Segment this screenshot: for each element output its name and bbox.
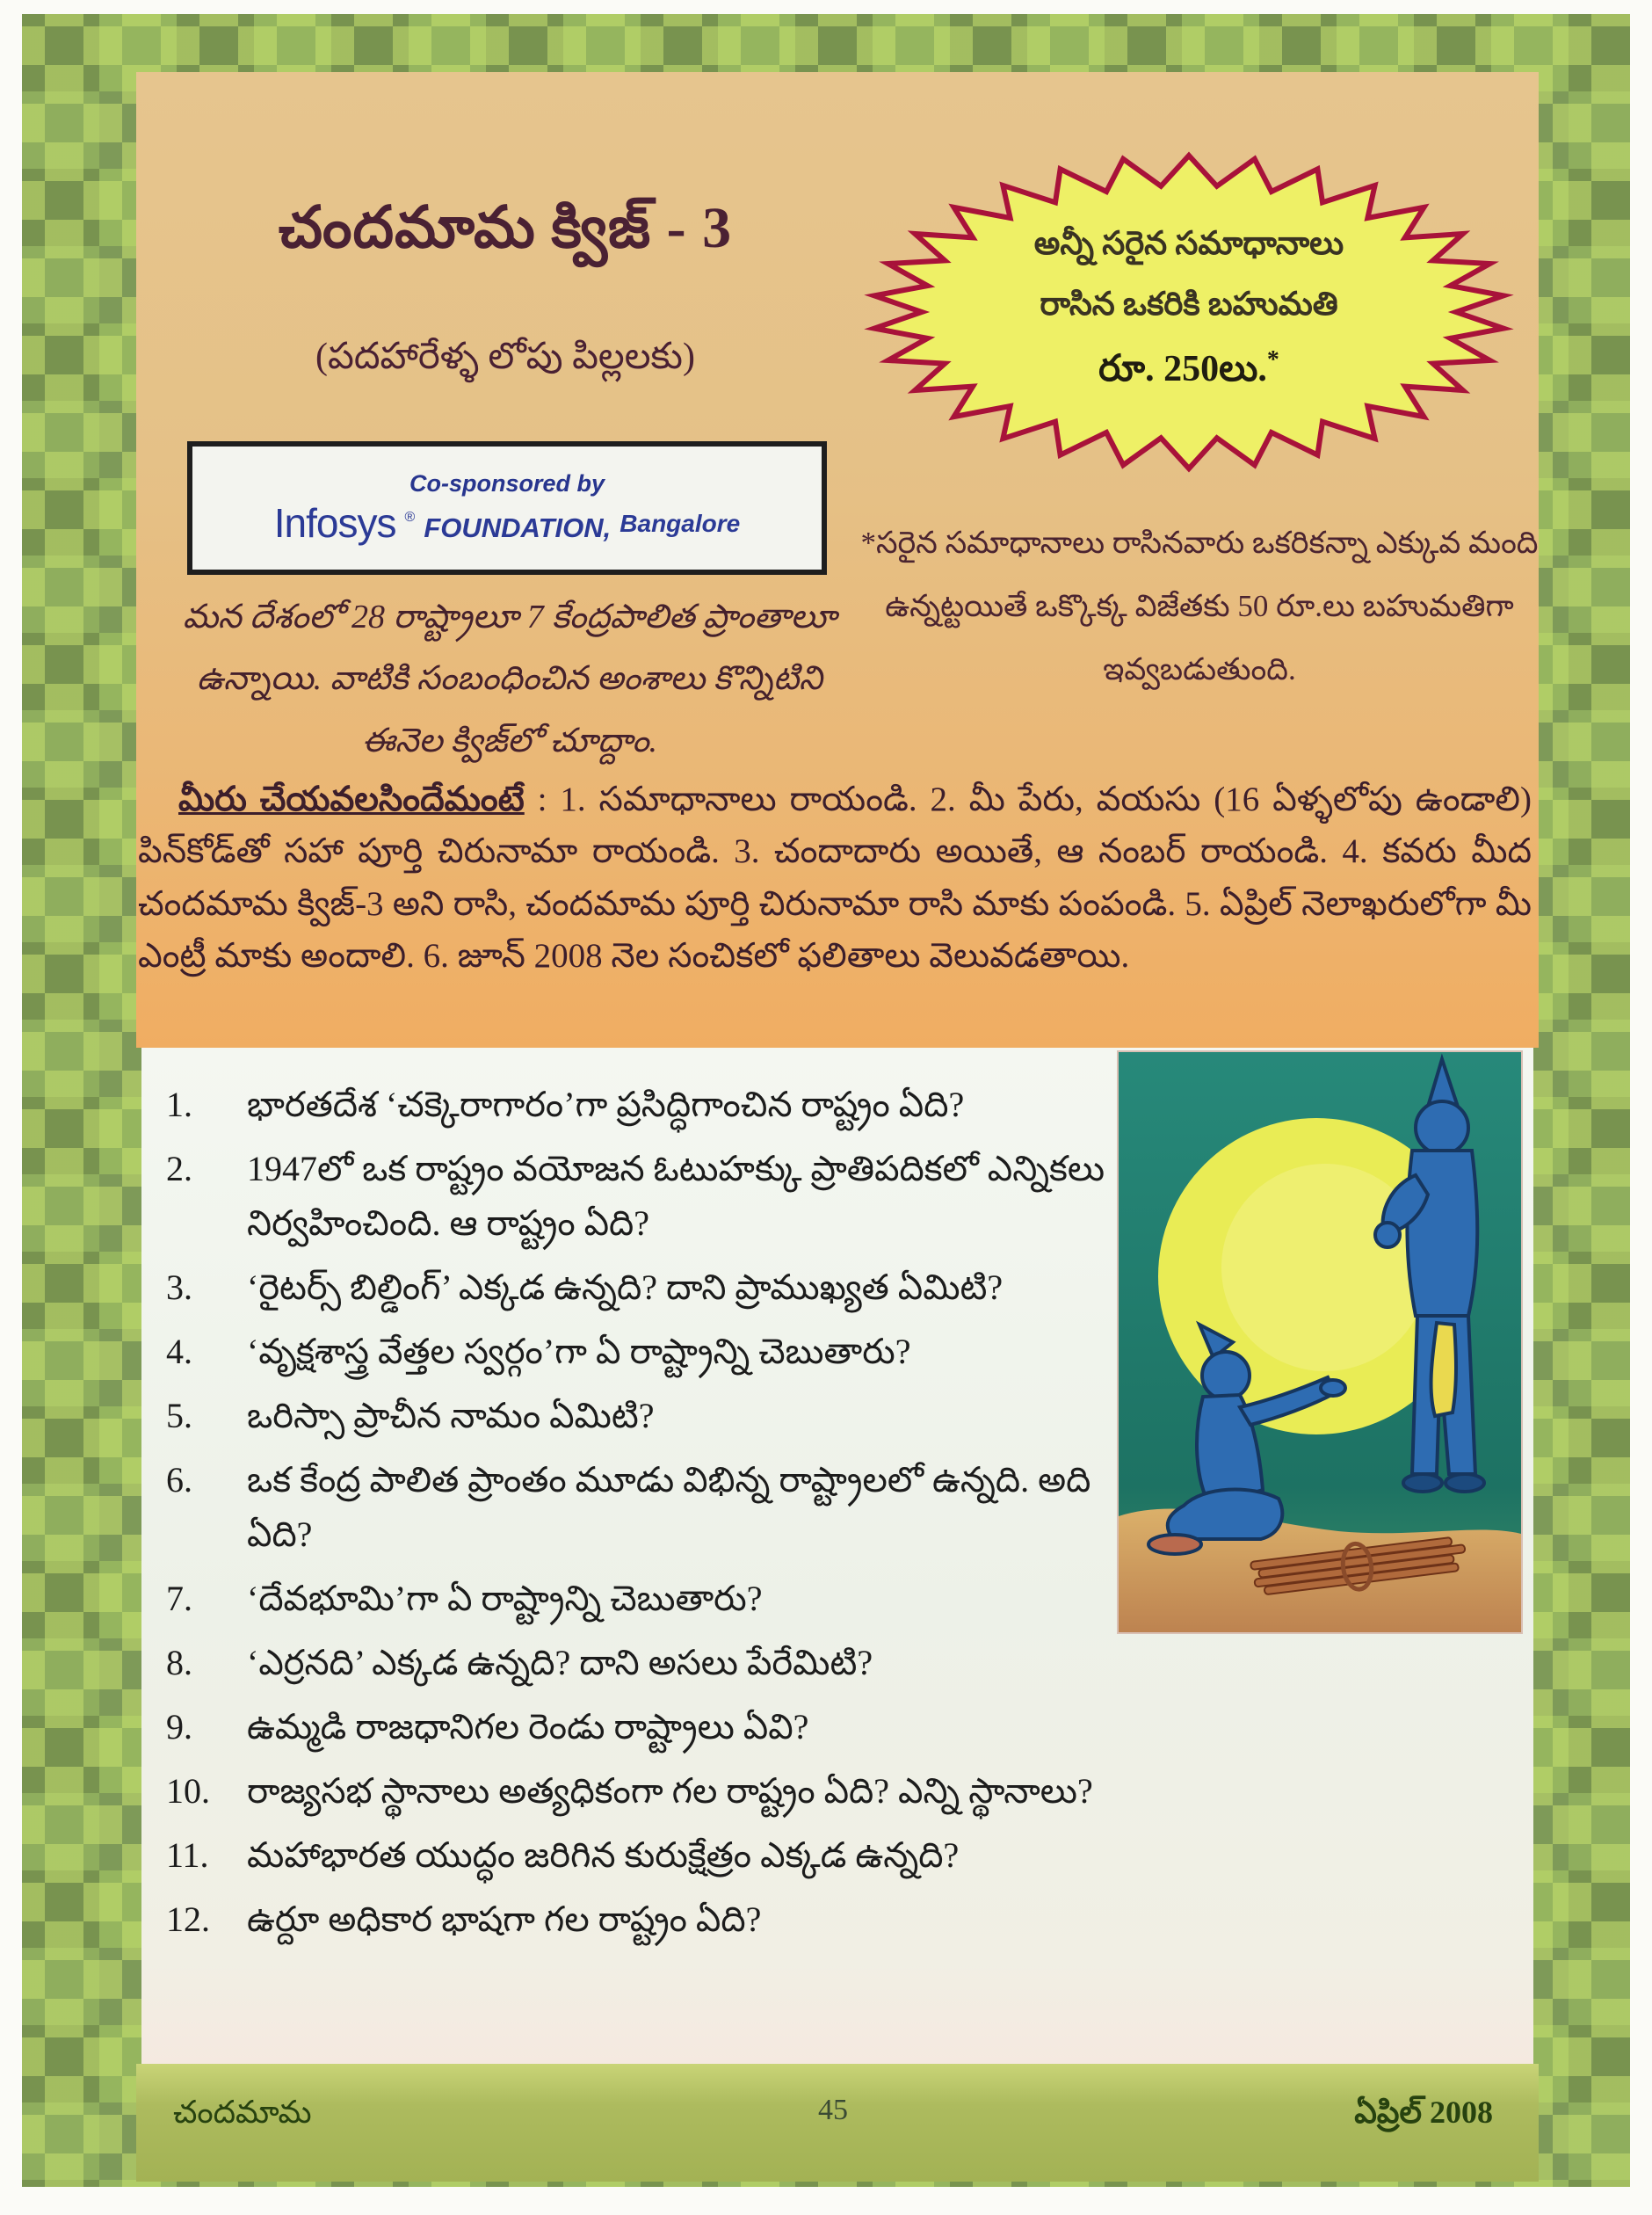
question-row [166,1828,1521,1883]
sponsor-box [187,441,827,575]
question-text: భారతదేశ ‘చక్కెరాగారం’గా ప్రసిద్ధిగాంచిన రాష్ట్రం ఏది? [247,1085,965,1124]
question-number: 6. [166,1460,192,1500]
question-row [166,1389,1521,1443]
question-number: 2. [166,1149,192,1188]
question-number: 11. [166,1835,209,1875]
instructions-lead: మీరు చేయవలసిందేమంటే [178,781,525,818]
registered-mark-icon: ® [404,509,416,525]
questions-panel [141,1048,1533,2064]
prize-note-paragraph: *సరైన సమాధానాలు రాసినవారు ఒకరికన్నా ఎక్కువ మంది ఉన్నట్టయితే ఒక్కొక్క విజేతకు 50 రూ.లు బహుమతిగా ఇవ్వబడుతుంది. [860,526,1539,686]
question-number: 12. [166,1899,210,1939]
question-row [166,1260,1521,1315]
infosys-logo: Infosys [273,499,396,546]
footer-magazine-name: చందమామ [173,2095,312,2130]
instructions-paragraph [138,773,1532,982]
question-text: మహాభారత యుద్ధం జరిగిన కురుక్షేత్రం ఎక్కడ ఉన్నది? [247,1835,960,1875]
prize-burst-line1: అన్నీ సరైన సమాధానాలు [1033,226,1344,262]
question-text: ‘వృక్షశాస్త్ర వేత్తల స్వర్గం’గా ఏ రాష్ట్రాన్ని చెబుతారు? [247,1332,911,1371]
question-number: 1. [166,1085,192,1124]
question-text: 1947లో ఒక రాష్ట్రం వయోజన ఓటుహక్కు ప్రాతిపదికలో ఎన్నికలు నిర్వహించింది. ఆ రాష్ట్రం ఏది? [247,1149,1105,1243]
question-text: ఉర్దూ అధికార భాషగా గల రాష్ట్రం ఏది? [247,1899,762,1939]
question-number: 7. [166,1579,192,1618]
question-number: 9. [166,1707,192,1747]
question-text: ‘దేవభూమి’గా ఏ రాష్ట్రాన్ని చెబుతారు? [247,1579,763,1618]
question-text: ఒరిస్సా ప్రాచీన నామం ఏమిటి? [247,1396,655,1435]
question-text: ఒక కేంద్ర పాలిత ప్రాంతం మూడు విభిన్న రాష్ట్రాలలో ఉన్నది. అది ఏది? [247,1460,1091,1554]
question-text: ఉమ్మడి రాజధానిగల రెండు రాష్ట్రాలు ఏవి? [247,1707,809,1747]
page-content [136,72,1539,2182]
sponsor-logo-row [274,499,740,547]
decorative-green-border [22,14,1630,2187]
page-title: చందమామ క్విజ్ - 3 [278,196,733,260]
instructions-body: : 1. సమాధానాలు రాయండి. 2. మీ పేరు, వయసు (16 ఏళ్ళలోపు ఉండాలి) పిన్‌కోడ్‌తో సహా పూర్తి చిరునామా రాయండి. 3. చందాదారు అయితే, ఆ నంబర్ రాయండి. 4. కవరు మీద చందమామ క్విజ్-3 అని రాసి, చందమామ పూర్తి చిరునామా రాసి మాకు పంపండి. 5. ఏప్రిల్ నెలాఖరులోగా మీ ఎంట్రీ మాకు అందాలి. 6. జూన్ 2008 నెల సంచికలో ఫలితాలు వెలువడతాయి. [138,781,1532,975]
question-number: 3. [166,1267,192,1307]
prize-burst-amount: రూ. 250లు.* [1098,346,1279,389]
question-row [166,1453,1521,1562]
page-number: 45 [817,2094,848,2126]
question-row [166,1572,1521,1626]
sponsor-cosponsored-label: Co-sponsored by [409,469,605,497]
question-row [166,1078,1521,1132]
question-number: 10. [166,1771,210,1811]
question-row [166,1325,1521,1379]
question-text: రాజ్యసభ స్థానాలు అత్యధికంగా గల రాష్ట్రం ఏది? ఎన్ని స్థానాలు? [247,1771,1093,1811]
question-row [166,1892,1521,1947]
footer-issue-date: ఏప్రిల్ 2008 [1354,2095,1493,2130]
question-number: 4. [166,1332,192,1371]
quiz-header-section [136,72,1539,1048]
page-footer [136,2064,1539,2182]
question-text: ‘రైటర్స్ బిల్డింగ్’ ఎక్కడ ఉన్నది? దాని ప్రాముఖ్యత ఏమిటి? [247,1267,1004,1307]
question-number: 8. [166,1643,192,1682]
question-number: 5. [166,1396,192,1435]
prize-burst-text [943,198,1435,426]
intro-paragraph: మన దేశంలో 28 రాష్ట్రాలూ 7 కేంద్రపాలిత ప్రాంతాలూ ఉన్నాయి. వాటికి సంబంధించిన అంశాలు కొన్నిటిని ఈనెల క్విజ్‌లో చూద్దాం. [182,599,837,759]
sponsor-foundation-label: FOUNDATION, [424,512,612,543]
page-subtitle: (పదహారేళ్ళ లోపు పిల్లలకు) [315,337,695,377]
question-text: ‘ఎర్రనది’ ఎక్కడ ఉన్నది? దాని అసలు పేరేమిటి? [247,1643,873,1682]
question-list [141,1048,1533,1947]
question-row [166,1700,1521,1754]
question-row [166,1764,1521,1819]
question-row [166,1142,1521,1251]
question-row [166,1636,1521,1690]
prize-starburst [864,149,1514,475]
prize-burst-line2: రాసిన ఒకరికి బహుమతి [1040,287,1338,323]
sponsor-city-label: Bangalore [620,509,741,537]
prize-asterisk: * [1266,346,1279,374]
